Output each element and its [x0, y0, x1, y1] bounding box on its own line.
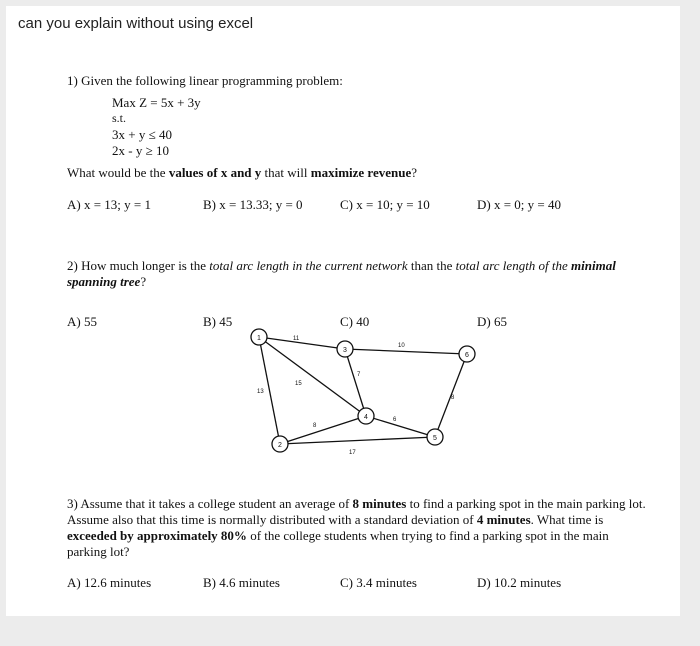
q2-bold: minimal [571, 258, 616, 273]
q2-bold-2: spanning tree [67, 274, 141, 289]
q1-option-d: D) x = 0; y = 40 [477, 197, 561, 212]
q2-option-b: B) 45 [203, 314, 233, 329]
edge-3-6 [345, 349, 467, 354]
q1-prompt-bold: values of x and y [168, 165, 262, 180]
weight-4-5: 6 [393, 417, 397, 423]
q1-prompt-end: ? [411, 165, 418, 180]
weight-1-2: 13 [257, 389, 264, 395]
q3-option-c: C) 3.4 minutes [340, 575, 417, 590]
edge-3-4 [345, 349, 366, 416]
node-label-4: 4 [364, 414, 368, 421]
q2-italic-1: total arc length in the current network [209, 258, 408, 273]
q1-title: 1) Given the following linear programming problem: [67, 73, 343, 88]
edge-2-5 [280, 437, 435, 444]
q1-objective: Max Z = 5x + 3y [112, 95, 201, 110]
q1-constraint-1: 3x + y ≤ 40 [112, 127, 172, 142]
q2-option-a: A) 55 [67, 314, 97, 329]
node-label-2: 2 [278, 442, 282, 449]
q1-option-a: A) x = 13; y = 1 [67, 197, 151, 212]
q3-p3: . What time is [530, 512, 604, 527]
q1-prompt-mid: that will [261, 165, 311, 180]
q2-option-c: C) 40 [340, 314, 370, 329]
node-label-3: 3 [343, 347, 347, 354]
edge-4-5 [366, 416, 435, 437]
q3-p1: 3) Assume that it takes a college student an average of [67, 496, 353, 511]
weight-1-4: 15 [295, 381, 302, 387]
q3-text [67, 496, 647, 560]
edge-2-4 [280, 416, 366, 444]
q1-constraint-2: 2x - y ≥ 10 [112, 143, 169, 158]
question-header: can you explain without using excel [18, 15, 254, 32]
q3-b3: exceeded by approximately 80% [67, 528, 247, 543]
weight-3-4: 7 [357, 372, 361, 378]
weight-2-4: 8 [313, 423, 317, 429]
q1-option-b: B) x = 13.33; y = 0 [203, 197, 303, 212]
q1-prompt-pre: What would be the [67, 165, 169, 180]
q1-prompt-bold2: maximize revenue [310, 165, 412, 180]
q2-mid: than the [407, 258, 456, 273]
q1-option-c: C) x = 10; y = 10 [340, 197, 430, 212]
q3-option-a: A) 12.6 minutes [67, 575, 152, 590]
q3-p4: of the college students when trying to find a parking spot in the main parking lot? [67, 528, 609, 559]
weight-2-5: 17 [349, 450, 356, 456]
node-label-6: 6 [465, 352, 469, 359]
q3-b1: 8 minutes [352, 496, 407, 511]
weight-1-3: 11 [293, 336, 300, 342]
q3-b2: 4 minutes [476, 512, 531, 527]
q2-option-d: D) 65 [477, 314, 507, 329]
q3-p2: to find a parking spot in the main parking lot. Assume also that this time is normally distributed with a standard deviation of [67, 496, 646, 527]
node-label-5: 5 [433, 435, 437, 442]
q3-option-d: D) 10.2 minutes [477, 575, 562, 590]
weight-3-6: 10 [398, 343, 405, 349]
q3-option-b: B) 4.6 minutes [203, 575, 280, 590]
q2-end: ? [140, 274, 147, 289]
node-label-1: 1 [257, 335, 261, 342]
weight-6-5: 8 [451, 395, 455, 401]
q2-pre: 2) How much longer is the [67, 258, 210, 273]
q2-italic-2: total arc length of the [455, 258, 568, 273]
q1-st: s.t. [112, 111, 127, 125]
